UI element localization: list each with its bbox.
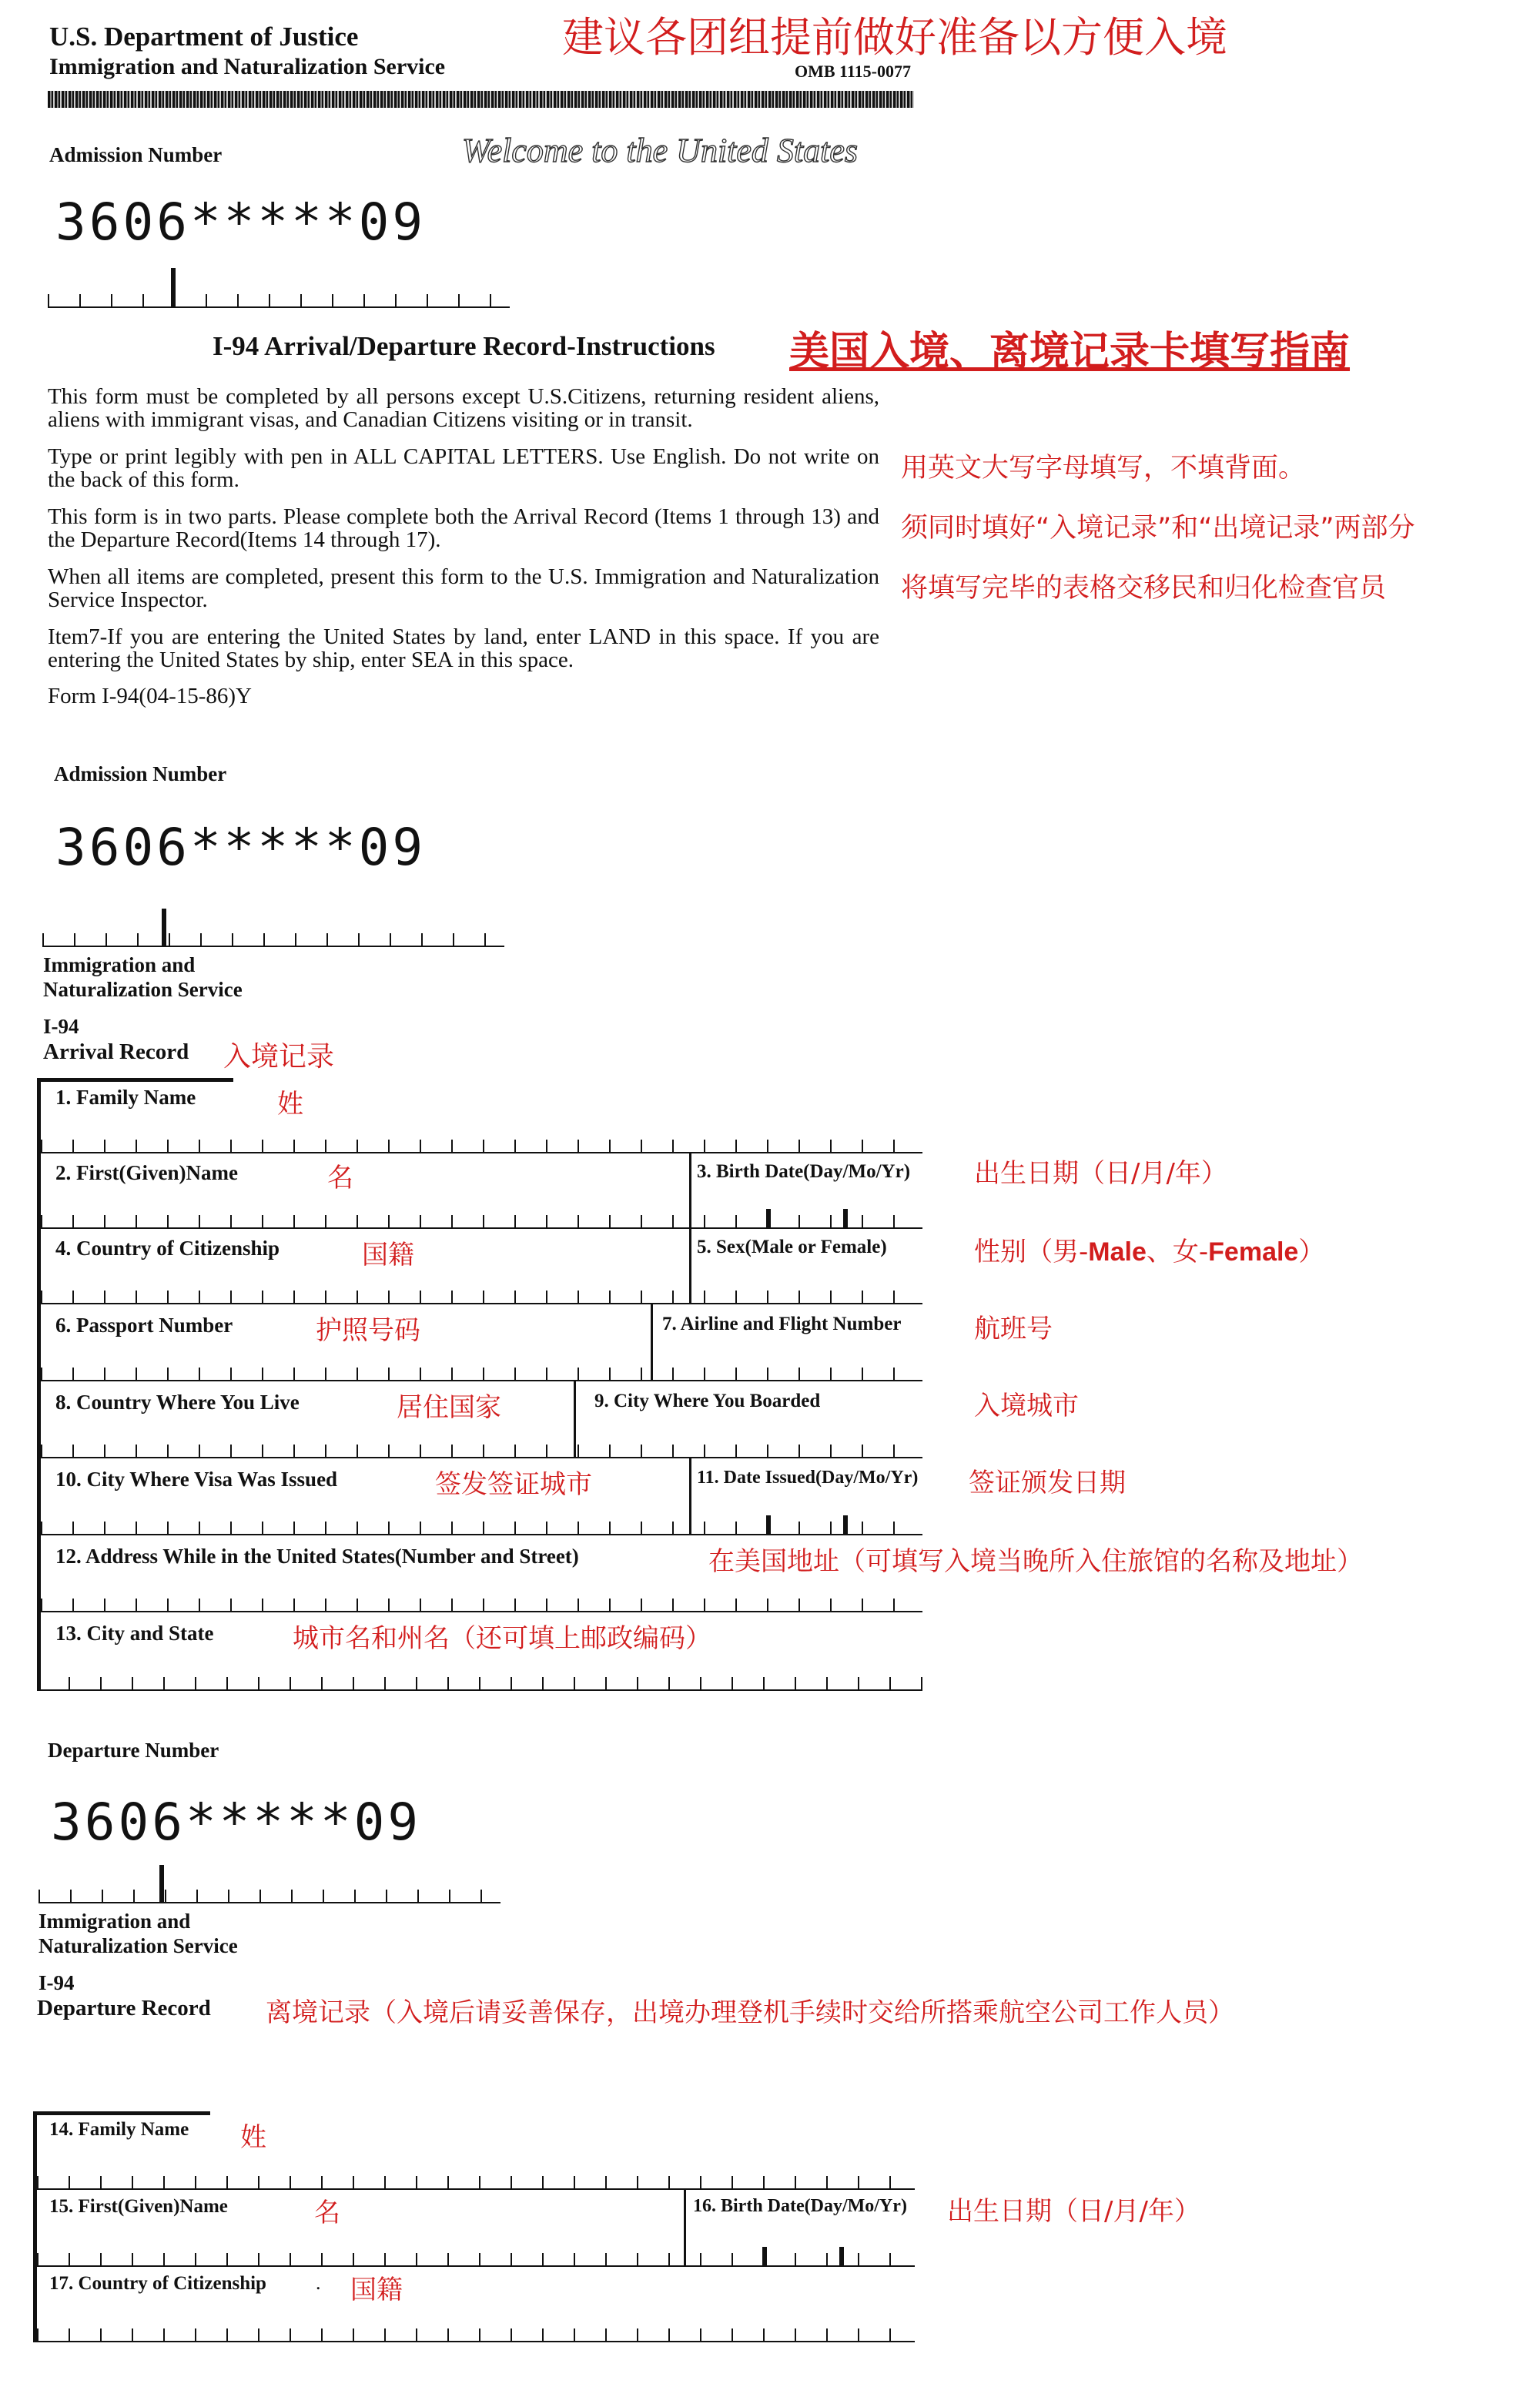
departure-agency-line2: Naturalization Service — [38, 1934, 238, 1957]
field-11-date-issued[interactable]: 11. Date Issued(Day/Mo/Yr) — [697, 1468, 919, 1488]
field-3-birth-date-cn: 出生日期（日/月/年） — [974, 1158, 1227, 1189]
field-5-sex-cn — [974, 1230, 1324, 1268]
field-1-ruler — [41, 1140, 922, 1153]
department-title: U.S. Department of Justice — [49, 22, 359, 52]
departure-form-id: I-94 — [38, 1971, 75, 1994]
field-10-ruler — [41, 1522, 922, 1535]
field-10-visa-city[interactable]: 10. City Where Visa Was Issued — [55, 1468, 338, 1491]
arrival-form-id: I-94 — [43, 1015, 79, 1038]
field-15-ruler — [37, 2253, 915, 2267]
departure-number-ruler — [38, 1890, 500, 1903]
field-4-citizenship-cn: 国籍 — [362, 1240, 414, 1270]
field-14-family-name[interactable]: 14. Family Name — [49, 2119, 189, 2140]
field-17-ruler — [37, 2328, 915, 2342]
arrival-agency-line1: Immigration and — [43, 953, 196, 976]
departure-number: 3606*****09 — [51, 1793, 422, 1852]
field-6-passport-number-cn: 护照号码 — [316, 1315, 420, 1346]
field-15-first-name-cn: 名 — [314, 2198, 340, 2228]
omb-number: OMB 1115-0077 — [795, 62, 911, 81]
arrival-ruler-mark — [162, 909, 166, 947]
field-6-ruler — [41, 1368, 922, 1381]
field-9-city-boarded-cn: 入境城市 — [974, 1391, 1079, 1421]
field-2-first-name-cn: 名 — [327, 1163, 353, 1194]
arrival-agency-line2: Naturalization Service — [43, 978, 243, 1001]
field-8-country-live-cn: 居住国家 — [397, 1392, 501, 1423]
field-16-date-mark-1 — [762, 2247, 767, 2267]
stub-admission-number: 3606*****09 — [55, 192, 427, 252]
service-title: Immigration and Naturalization Service — [49, 54, 446, 79]
field-8-country-live[interactable]: 8. Country Where You Live — [55, 1391, 300, 1414]
instruction-para-2: Type or print legibly with pen in ALL CAPITAL LETTERS. Use English. Do not write on the back of this form. — [48, 444, 879, 492]
stub-number-ruler — [48, 294, 510, 308]
field-5-sex[interactable]: 5. Sex(Male or Female) — [697, 1237, 887, 1257]
instruction-para-2-cn: 用英文大写字母填写，不填背面。 — [901, 453, 1306, 484]
field-16-birth-date[interactable]: 16. Birth Date(Day/Mo/Yr) — [693, 2196, 907, 2216]
departure-form-left-border — [33, 2111, 37, 2342]
field-2-first-name[interactable]: 2. First(Given)Name — [55, 1161, 238, 1184]
instructions-title: I-94 Arrival/Departure Record-Instructions — [213, 331, 715, 361]
field-15-first-name[interactable]: 15. First(Given)Name — [49, 2196, 228, 2217]
form-id: Form I-94(04-15-86)Y — [48, 684, 252, 708]
sex-cn-suffix: ） — [1298, 1237, 1325, 1267]
field-14-ruler — [37, 2176, 915, 2190]
field-3-birth-date[interactable]: 3. Birth Date(Day/Mo/Yr) — [697, 1161, 911, 1182]
field-14-family-name-cn: 姓 — [240, 2122, 266, 2153]
field-3-date-mark-1 — [766, 1209, 771, 1229]
field-10-visa-city-cn: 签发签证城市 — [435, 1469, 592, 1500]
field-13-city-state[interactable]: 13. City and State — [55, 1622, 214, 1645]
field-17-mark: . — [316, 2272, 321, 2294]
departure-record-title-cn: 离境记录（入境后请妥善保存，出境办理登机手续时交给所搭乘航空公司工作人员） — [266, 1997, 1234, 2028]
instruction-para-3-cn: 须同时填好“入境记录”和“出境记录”两部分 — [901, 513, 1415, 544]
sex-cn-middle: 、女- — [1146, 1237, 1209, 1267]
field-3-date-mark-2 — [843, 1209, 848, 1229]
instruction-para-3: This form is in two parts. Please complete both the Arrival Record (Items 1 through 13) and the Departure Record(Items 14 through 17). — [48, 504, 879, 552]
field-7-airline-flight-cn: 航班号 — [974, 1314, 1053, 1344]
field-13-ruler — [37, 1677, 922, 1691]
field-7-airline-flight[interactable]: 7. Airline and Flight Number — [662, 1314, 902, 1334]
sex-male-word: Male — [1088, 1237, 1147, 1267]
instructions-title-cn: 美国入境、离境记录卡填写指南 — [789, 329, 1351, 375]
field-17-citizenship[interactable]: 17. Country of Citizenship — [49, 2273, 266, 2294]
field-12-us-address-cn: 在美国地址（可填写入境当晚所入住旅馆的名称及地址） — [708, 1546, 1363, 1577]
sex-female-word: Female — [1208, 1237, 1299, 1267]
arrival-record-title: Arrival Record — [43, 1040, 189, 1064]
arrival-admission-number: 3606*****09 — [55, 818, 427, 877]
instruction-para-5: Item7-If you are entering the United States by land, enter LAND in this space. If you are entering the United States by ship, enter SEA in this space. — [48, 624, 879, 672]
field-6-passport-number[interactable]: 6. Passport Number — [55, 1314, 233, 1337]
field-4-ruler — [41, 1291, 922, 1304]
field-11-date-issued-cn: 签证颁发日期 — [969, 1468, 1126, 1498]
arrival-admission-label: Admission Number — [54, 762, 227, 785]
field-2-ruler — [41, 1215, 922, 1229]
field-16-birth-date-cn: 出生日期（日/月/年） — [947, 2196, 1200, 2227]
welcome-text: Welcome to the United States — [462, 132, 859, 169]
instruction-para-4: When all items are completed, present this form to the U.S. Immigration and Naturalization Service Inspector. — [48, 564, 879, 612]
field-9-city-boarded[interactable]: 9. City Where You Boarded — [594, 1391, 821, 1411]
field-11-date-mark-2 — [843, 1515, 848, 1535]
arrival-record-title-cn: 入境记录 — [223, 1041, 335, 1073]
header-stripe — [48, 91, 914, 108]
field-17-citizenship-cn: 国籍 — [350, 2275, 403, 2305]
stub-ruler-mark — [171, 268, 176, 306]
field-12-us-address[interactable]: 12. Address While in the United States(Number and Street) — [55, 1545, 579, 1568]
field-1-family-name[interactable]: 1. Family Name — [55, 1086, 196, 1109]
field-8-ruler — [41, 1445, 922, 1458]
field-12-ruler — [41, 1599, 922, 1612]
field-13-city-state-cn: 城市名和州名（还可填上邮政编码） — [293, 1623, 711, 1654]
field-16-date-mark-2 — [839, 2247, 844, 2267]
departure-ruler-mark — [159, 1865, 164, 1903]
stub-admission-label: Admission Number — [49, 143, 223, 166]
red-banner-note: 建议各团组提前做好准备以方便入境 — [562, 13, 1227, 62]
field-1-family-name-cn: 姓 — [277, 1089, 303, 1120]
departure-agency-line1: Immigration and — [38, 1910, 191, 1933]
departure-form-top-border — [33, 2111, 210, 2115]
departure-record-title: Departure Record — [37, 1996, 211, 2020]
departure-number-label: Departure Number — [48, 1739, 219, 1762]
instruction-para-4-cn: 将填写完毕的表格交移民和归化检查官员 — [901, 573, 1387, 604]
sex-cn-prefix: 性别（男- — [974, 1237, 1089, 1267]
field-4-citizenship[interactable]: 4. Country of Citizenship — [55, 1237, 280, 1260]
arrival-form-top-border — [37, 1078, 233, 1082]
instruction-para-1: This form must be completed by all persons except U.S.Citizens, returning resident aliens, aliens with immigrant visas, and Canadian Citizens visiting or in transit. — [48, 384, 879, 432]
field-11-date-mark-1 — [766, 1515, 771, 1535]
arrival-number-ruler — [42, 933, 504, 947]
